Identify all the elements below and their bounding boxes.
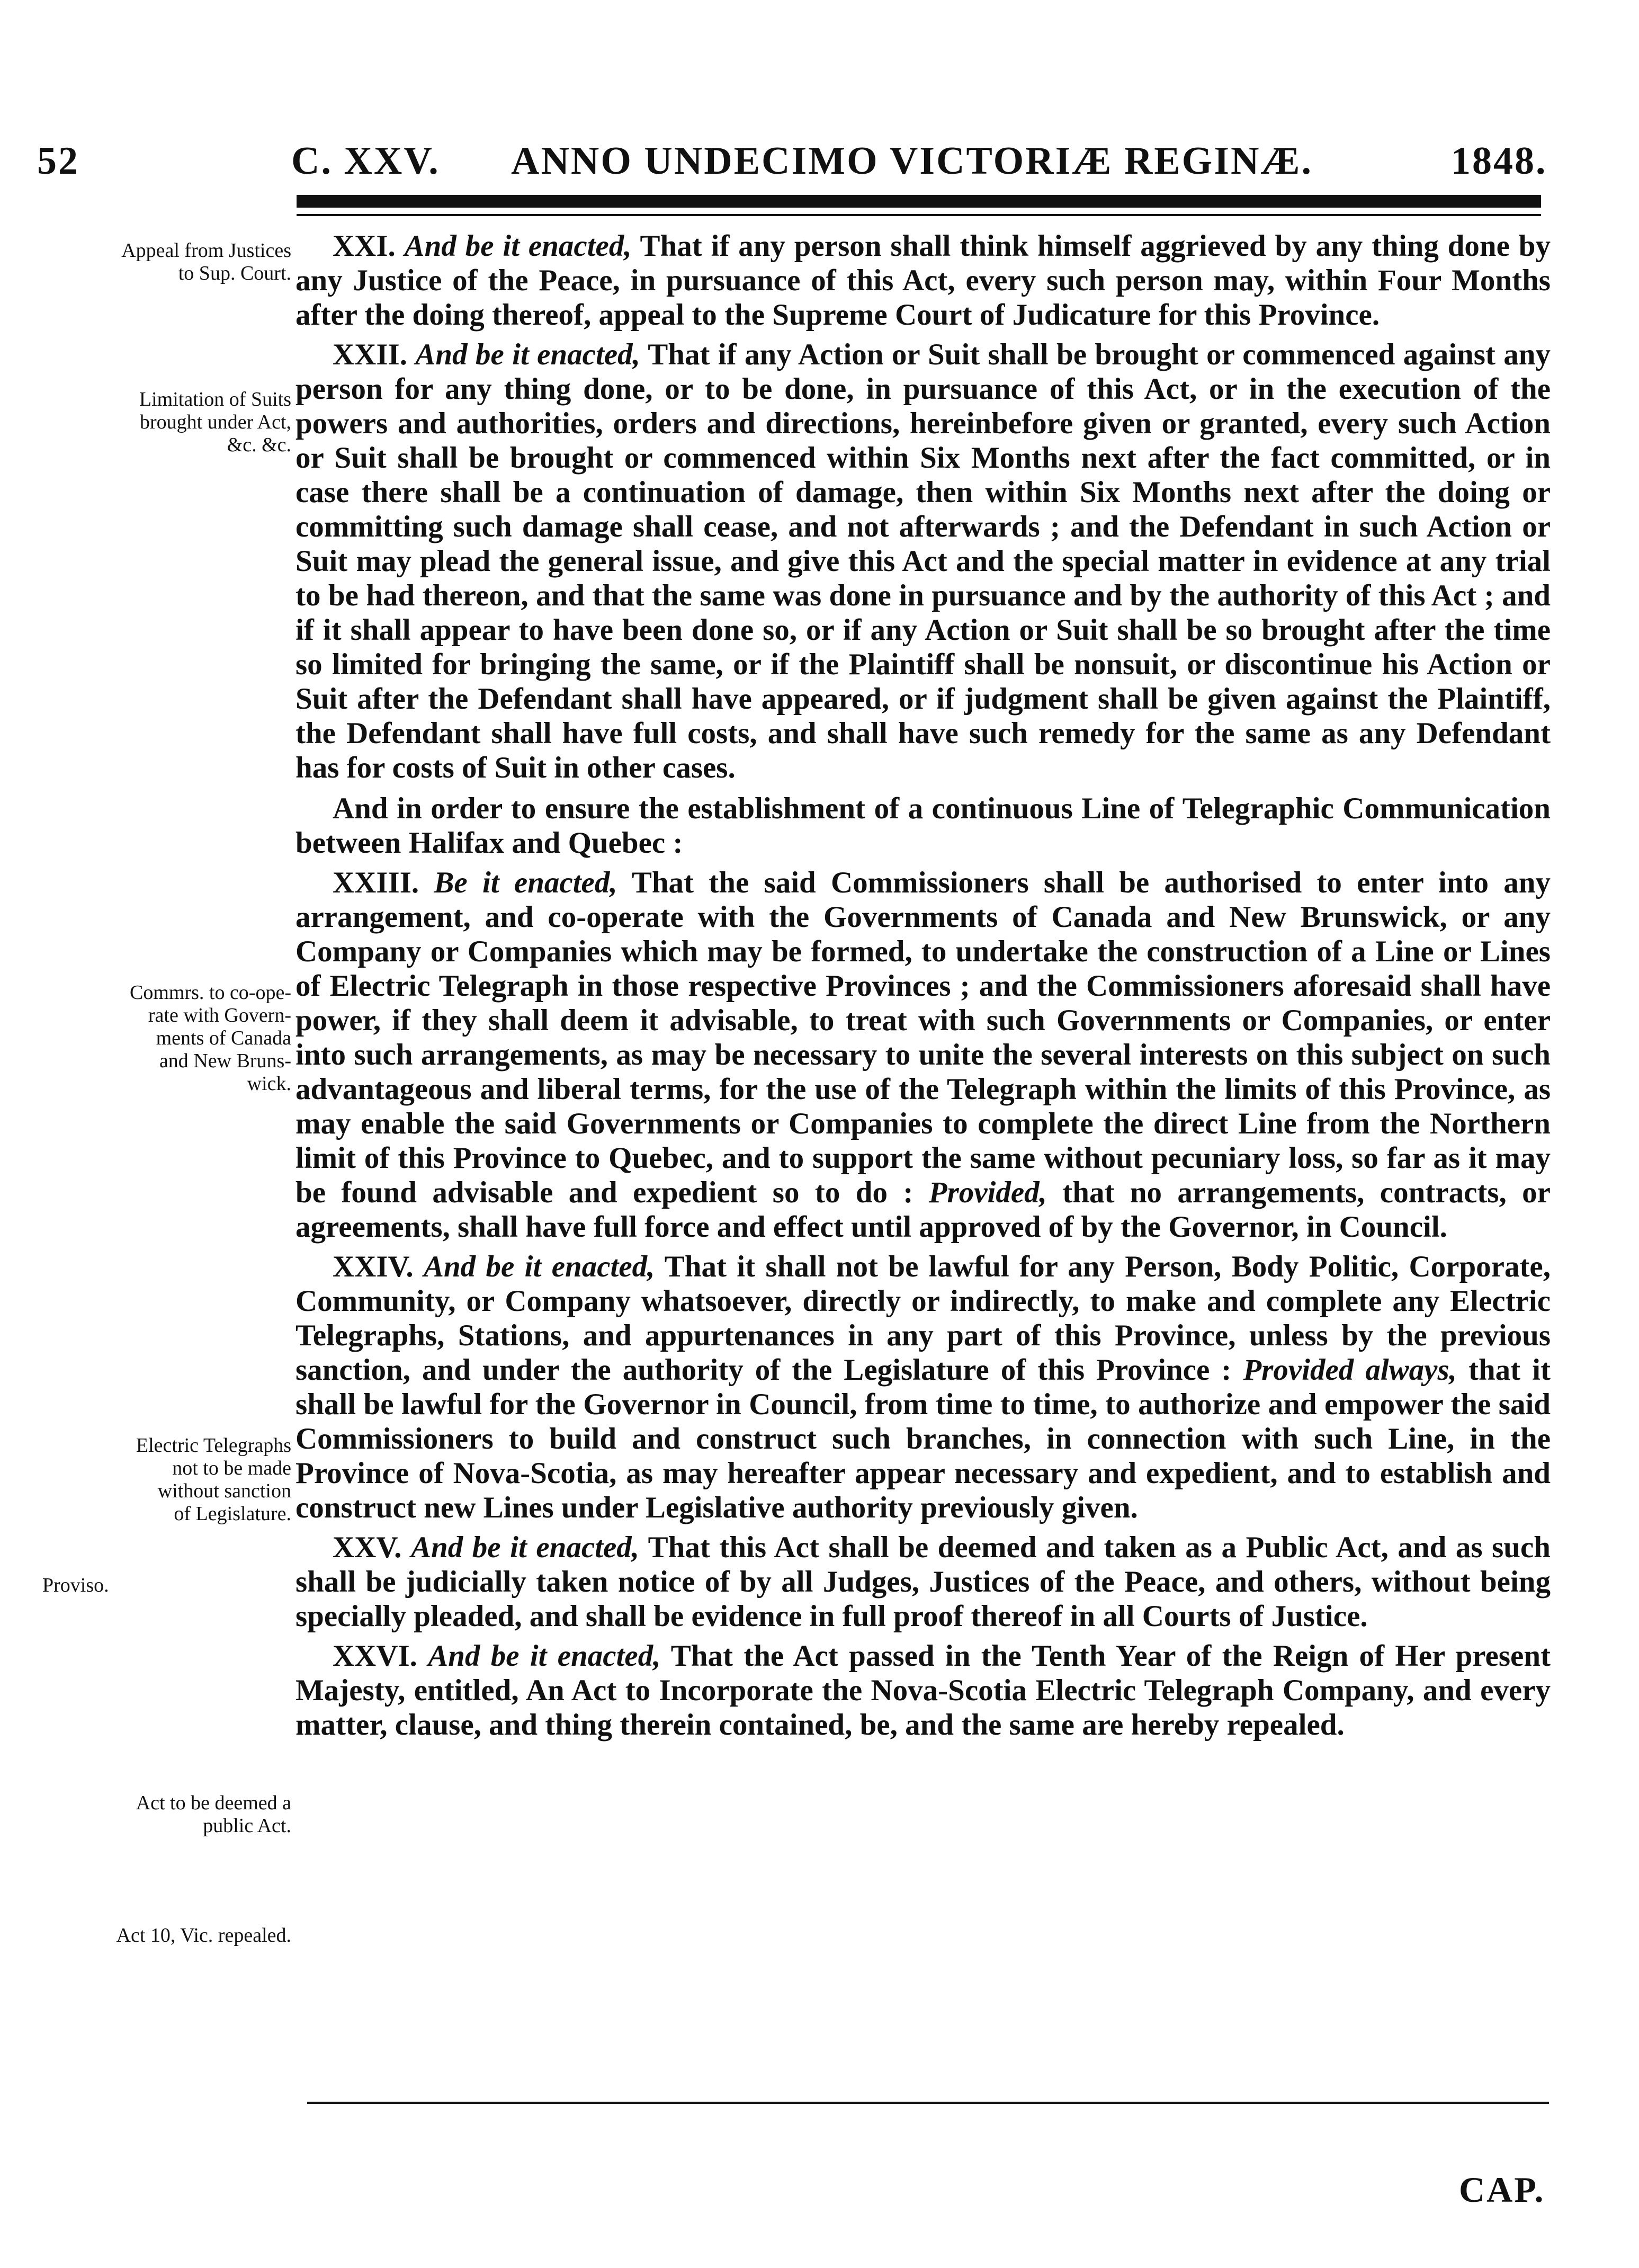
proviso-text: that no arrangements, contracts, or agreements, shall have full force and effect until approved of by the Governor, in Council. bbox=[295, 1176, 1551, 1244]
margin-note-limitation bbox=[37, 388, 297, 457]
section-xxv bbox=[295, 1530, 1551, 1633]
proviso-text: that it shall be lawful for the Governor in Council, from time to time, to authorize and empower the said Commissioners to build and construct such branches, in connection with such Line, in the Province of Nova-Scotia, as may hereafter appear necessary and expedient, and to establish and construct new Lines under Legislative authority previously given. bbox=[295, 1353, 1551, 1524]
margin-note-repealed bbox=[37, 1924, 297, 1947]
section-lead: And be it enacted, bbox=[415, 338, 640, 371]
section-lead: And be it enacted, bbox=[410, 1531, 640, 1564]
section-number: XXV. bbox=[333, 1531, 402, 1564]
section-xxvi bbox=[295, 1639, 1551, 1742]
margin-note-line: to Sup. Court. bbox=[178, 262, 291, 284]
margin-note-public-act bbox=[37, 1792, 297, 1837]
margin-note-line: Act 10, Vic. repealed. bbox=[116, 1924, 291, 1946]
margin-note-line: Act to be deemed a bbox=[136, 1792, 291, 1814]
margin-note-proviso bbox=[37, 1574, 297, 1597]
section-lead: Be it enacted, bbox=[434, 866, 617, 899]
margin-note-line: Proviso. bbox=[42, 1574, 109, 1596]
header-rule-thin bbox=[297, 214, 1541, 216]
footer-rule bbox=[307, 2102, 1549, 2104]
section-text: That the Act passed in the Tenth Year of the Reign of Her present Majesty, entitled, An Act to Incorporate the Nova-Scotia Electric Telegraph Company, and every matter, clause, and thing therein contained, be, and the same are hereby repealed. bbox=[295, 1639, 1551, 1742]
section-number: XXI. bbox=[333, 229, 396, 263]
margin-note-line: not to be made bbox=[172, 1457, 291, 1479]
header-year: 1848. bbox=[1451, 139, 1547, 183]
margin-note-line: Appeal from Justices bbox=[121, 239, 291, 262]
main-text bbox=[295, 229, 1551, 1742]
margin-note-line: Commrs. to co-ope- bbox=[129, 981, 291, 1004]
margin-note-commrs bbox=[37, 981, 297, 1095]
running-title: ANNO UNDECIMO VICTORIÆ REGINÆ. bbox=[511, 139, 1313, 183]
margin-note-line: Electric Telegraphs bbox=[136, 1434, 291, 1457]
margin-note-line: rate with Govern- bbox=[148, 1004, 291, 1026]
section-xxii bbox=[295, 337, 1551, 785]
section-text: That this Act shall be deemed and taken as a Public Act, and as such shall be judicially taken notice of by all Judges, Justices of the Peace, and others, without being specially pleaded, and shall be evidence in full proof thereof in all Courts of Justice. bbox=[295, 1531, 1551, 1633]
section-text: That if any person shall think himself aggrieved by any thing done by any Justice of the Peace, in pursuance of this Act, every such person may, within Four Months after the doing thereof, appeal to the Supreme Court of Judicature for this Province. bbox=[295, 229, 1551, 332]
section-number: XXVI. bbox=[333, 1639, 417, 1673]
margin-note-line: wick. bbox=[247, 1073, 291, 1095]
section-lead: And be it enacted, bbox=[428, 1639, 661, 1673]
proviso-lead: Provided, bbox=[928, 1176, 1047, 1209]
section-lead: And be it enacted, bbox=[423, 1250, 655, 1283]
margin-note-line: Limitation of Suits bbox=[139, 388, 291, 410]
margin-note-line: brought under Act, bbox=[139, 411, 291, 433]
section-lead: And be it enacted, bbox=[404, 229, 632, 263]
section-text: That if any Action or Suit shall be brought or commenced against any person for any thing done, or to be done, in pursuance of this Act, or in the execution of the powers and authorities, orders and directions, hereinbefore given or granted, every such Action or Suit shall be brought or commenced within Six Months next after the fact committed, or in case there shall be a continuation of damage, then within Six Months next after the doing or committing such damage shall cease, and not afterwards ; and the Defendant in such Action or Suit may plead the general issue, and give this Act and the special matter in evidence at any trial to be had thereon, and that the same was done in pursuance and by the authority of this Act ; and if it shall appear to have been done so, or if any Action or Suit shall be so brought after the time so limited for bringing the same, or if the Plaintiff shall be nonsuit, or discontinue his Action or Suit after the Defendant shall have appeared, or if judgment shall be given against the Plaintiff, the Defendant shall have full costs, and shall have such remedy for the same as any Defendant has for costs of Suit in other cases. bbox=[295, 338, 1551, 784]
section-number: XXIV. bbox=[333, 1250, 414, 1283]
margin-note-line: of Legislature. bbox=[174, 1503, 291, 1525]
section-text: That it shall not be lawful for any Person, Body Politic, Corporate, Community, or Company whatsoever, directly or indirectly, to make and complete any Electric Telegraphs, Stations, and appurtenances in any part of this Province, unless by the previous sanction, and under the authority of the Legislature of this Province : bbox=[295, 1250, 1551, 1387]
chapter-number: C. XXV. bbox=[291, 139, 440, 183]
section-text: And in order to ensure the establishment of a continuous Line of Telegraphic Communication between Halifax and Quebec : bbox=[295, 792, 1551, 860]
margin-note-line: without sanction bbox=[157, 1480, 291, 1502]
preamble-telegraph bbox=[295, 791, 1551, 860]
page-number: 52 bbox=[37, 139, 79, 183]
section-xxiv bbox=[295, 1249, 1551, 1525]
proviso-lead: Provided always, bbox=[1243, 1353, 1457, 1387]
section-number: XXII. bbox=[333, 338, 407, 371]
margin-note-line: &c. &c. bbox=[227, 434, 291, 456]
section-xxiii bbox=[295, 865, 1551, 1244]
header-rule-thick bbox=[297, 195, 1541, 208]
margin-note-line: public Act. bbox=[203, 1815, 291, 1837]
section-text: That the said Commissioners shall be authorised to enter into any arrangement, and co-operate with the Governments of Canada and New Brunswick, or any Company or Companies which may be formed, to undertake the construction of a Line or Lines of Electric Telegraph in those respective Provinces ; and the Commissioners aforesaid shall have power, if they shall deem it advisable, to treat with such Governments or Companies, or enter into such arrangements, as may be necessary to unite the several interests on this subject on such advantageous and liberal terms, for the use of the Telegraph within the limits of this Province, as may enable the said Governments or Companies to complete the direct Line from the Northern limit of this Province to Quebec, and to support the same without pecuniary loss, so far as it may be found advisable and expedient so to do : bbox=[295, 866, 1551, 1209]
margin-note-line: ments of Canada bbox=[156, 1027, 291, 1049]
section-number: XXIII. bbox=[333, 866, 419, 899]
margin-note-line: and New Bruns- bbox=[159, 1050, 291, 1072]
margin-note-appeal bbox=[37, 239, 297, 285]
margin-note-telegraphs bbox=[37, 1434, 297, 1525]
section-xxi bbox=[295, 229, 1551, 332]
catchword: CAP. bbox=[1459, 2169, 1545, 2210]
